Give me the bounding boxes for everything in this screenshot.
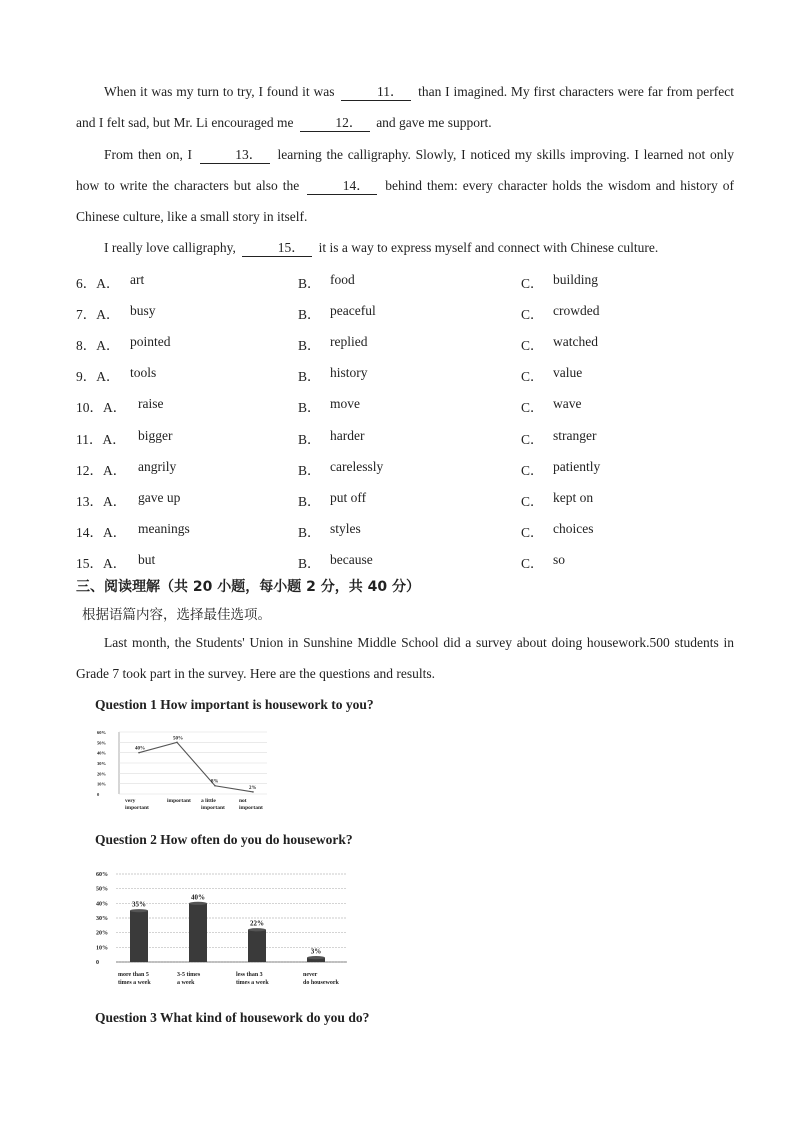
bar: [248, 930, 266, 962]
line-series: [139, 742, 253, 792]
y-tick-label: 0: [97, 792, 100, 797]
bar-top: [307, 956, 325, 959]
option-number: 8．A．: [76, 338, 120, 354]
option-row: [76, 552, 736, 572]
y-tick-label: 60%: [97, 730, 106, 735]
bar: [189, 903, 207, 962]
option-c-label: C．: [521, 400, 544, 416]
frequency-bar-chart: [92, 864, 354, 994]
option-b[interactable]: because: [330, 551, 373, 567]
data-label: 40%: [191, 893, 205, 902]
blank-14[interactable]: 14．: [307, 178, 377, 195]
option-b-label: B．: [298, 431, 321, 447]
option-a[interactable]: but: [138, 551, 156, 567]
y-tick-label: 60%: [96, 872, 108, 878]
x-tick-label: times a week: [236, 980, 269, 986]
y-tick-label: 0: [96, 960, 99, 966]
reading-intro-text: Last month, the Students' Union in Sunshine Middle School did a survey about doing housework.500 students in Grade 7 took part in the survey. Here are the questions and results.: [76, 635, 734, 681]
p3-text-c: it is a way to express myself and connect with Chinese culture.: [318, 240, 659, 255]
option-row: [76, 521, 736, 541]
data-point: [214, 785, 216, 787]
x-tick-label: more than 5: [118, 972, 149, 978]
data-label: 40%: [135, 746, 145, 752]
question-3-title: Question 3 What kind of housework do you do?: [95, 1010, 370, 1025]
option-number: 7．A．: [76, 307, 120, 323]
reading-intro: [76, 627, 734, 689]
importance-line-chart: [95, 724, 275, 816]
section-heading: 三、阅读理解（共 20 小题，每小题 2 分，共 40 分）: [76, 579, 420, 595]
y-tick-label: 20%: [97, 771, 106, 777]
passage-paragraph-2: [76, 139, 734, 232]
option-b-label: B．: [298, 338, 321, 354]
option-b-label: B．: [298, 493, 321, 509]
option-b-label: B．: [298, 555, 321, 571]
option-c[interactable]: kept on: [553, 489, 594, 505]
option-row: [76, 490, 736, 510]
option-a[interactable]: tools: [130, 365, 157, 381]
p3-text-a: I really love calligraphy,: [104, 240, 236, 255]
option-c-label: C．: [521, 338, 544, 354]
passage-paragraph-3: [76, 232, 734, 263]
option-row: [76, 272, 736, 292]
option-c-label: C．: [521, 555, 544, 571]
option-a[interactable]: bigger: [138, 427, 173, 443]
x-tick-label: less than 3: [236, 972, 263, 978]
option-b-label: B．: [298, 462, 321, 478]
option-c[interactable]: choices: [553, 520, 594, 536]
x-tick-label: never: [303, 972, 318, 978]
option-c[interactable]: watched: [553, 334, 598, 350]
option-b[interactable]: harder: [330, 427, 365, 443]
option-a[interactable]: angrily: [138, 458, 177, 474]
option-number: 12．A．: [76, 462, 127, 478]
data-label: 2%: [249, 785, 257, 791]
option-c[interactable]: patiently: [553, 458, 601, 474]
option-b[interactable]: styles: [330, 520, 361, 536]
option-row: [76, 365, 736, 385]
option-b[interactable]: replied: [330, 334, 368, 350]
option-c[interactable]: crowded: [553, 303, 600, 319]
option-row: [76, 428, 736, 448]
option-a[interactable]: art: [130, 272, 145, 287]
option-a[interactable]: meanings: [138, 520, 190, 536]
passage-paragraph-1: [76, 76, 734, 138]
x-tick-label: a little: [201, 798, 216, 804]
option-a[interactable]: pointed: [130, 334, 171, 350]
blank-12[interactable]: 12．: [300, 115, 370, 132]
option-b-label: B．: [298, 369, 321, 385]
p1-text-a: When it was my turn to try, I found it was: [104, 84, 335, 99]
x-tick-label: do housework: [303, 980, 339, 986]
option-a[interactable]: raise: [138, 396, 164, 412]
option-number: 14．A．: [76, 524, 127, 540]
x-tick-label: a week: [177, 980, 195, 986]
data-label: 35%: [132, 900, 146, 909]
y-tick-label: 40%: [97, 750, 106, 756]
option-a[interactable]: busy: [130, 303, 156, 319]
section-instruction: 根据语篇内容，选择最佳选项。: [82, 607, 271, 623]
x-tick-label: times a week: [118, 980, 151, 986]
option-row: [76, 334, 736, 354]
option-number: 15．A．: [76, 555, 127, 571]
y-tick-label: 50%: [97, 740, 106, 746]
x-tick-label: important: [167, 798, 191, 804]
option-c[interactable]: building: [553, 272, 599, 287]
option-b-label: B．: [298, 400, 321, 416]
option-c-label: C．: [521, 369, 544, 385]
y-tick-label: 10%: [96, 945, 108, 952]
question-1-title: Question 1 How important is housework to you?: [95, 697, 374, 712]
option-c-label: C．: [521, 462, 544, 478]
y-tick-label: 50%: [96, 886, 108, 893]
option-c-label: C．: [521, 307, 544, 323]
x-tick-label: important: [239, 805, 263, 811]
bar-top: [248, 928, 266, 931]
option-number: 6．A．: [76, 276, 120, 291]
option-number: 11．A．: [76, 431, 126, 447]
x-tick-label: not: [239, 798, 247, 804]
p1-text-d: and gave me support.: [376, 115, 492, 130]
x-tick-label: important: [125, 805, 149, 811]
p1-text-c: than I imagined. My first characters were far from perfect and I felt sad, but Mr. Li encouraged me: [76, 84, 734, 130]
data-label: 50%: [173, 736, 183, 742]
option-a[interactable]: gave up: [138, 489, 181, 505]
blank-15[interactable]: 15．: [242, 240, 312, 257]
p2-text-c: learning the calligraphy. Slowly, I noticed my skills improving. I learned not only how to write the characters but also the: [76, 147, 735, 193]
option-b-label: B．: [298, 524, 321, 540]
data-point: [252, 791, 254, 793]
data-label: 3%: [310, 947, 322, 956]
option-c[interactable]: stranger: [553, 427, 597, 443]
option-b[interactable]: carelessly: [330, 458, 384, 474]
p2-text-a: From then on, I: [104, 147, 193, 162]
data-label: 8%: [211, 779, 219, 785]
bar: [130, 911, 148, 962]
blank-11[interactable]: 11．: [341, 84, 411, 101]
bar-top: [130, 909, 148, 912]
blank-13[interactable]: 13．: [200, 147, 270, 164]
option-number: 13．A．: [76, 493, 127, 509]
option-b[interactable]: put off: [330, 489, 367, 505]
option-row: [76, 396, 736, 416]
question-2-title: Question 2 How often do you do housework?: [95, 832, 353, 847]
option-number: 10．A．: [76, 400, 127, 416]
option-b-label: B．: [298, 276, 321, 291]
y-tick-label: 40%: [96, 901, 108, 908]
x-tick-label: 3-5 times: [177, 972, 201, 978]
option-c-label: C．: [521, 524, 544, 540]
option-number: 9．A．: [76, 369, 120, 385]
option-b[interactable]: move: [330, 396, 360, 412]
option-b[interactable]: peaceful: [330, 303, 376, 319]
data-label: 22%: [250, 919, 264, 928]
option-c[interactable]: so: [553, 551, 566, 567]
y-tick-label: 20%: [96, 930, 108, 937]
bar-top: [189, 902, 207, 905]
y-tick-label: 10%: [97, 781, 106, 787]
option-row: [76, 303, 736, 323]
y-tick-label: 30%: [96, 916, 108, 922]
option-b[interactable]: food: [330, 272, 355, 287]
option-b-label: B．: [298, 307, 321, 323]
data-point: [138, 752, 140, 754]
option-c-label: C．: [521, 276, 544, 291]
y-tick-label: 30%: [97, 761, 106, 766]
option-c[interactable]: value: [553, 365, 583, 381]
option-b[interactable]: history: [330, 365, 368, 381]
option-c[interactable]: wave: [553, 396, 582, 412]
x-tick-label: important: [201, 805, 225, 811]
x-tick-label: very: [125, 798, 136, 804]
data-point: [176, 742, 178, 744]
option-c-label: C．: [521, 493, 544, 509]
option-c-label: C．: [521, 431, 544, 447]
p2-text-d: behind them: every character holds the wisdom and history of Chinese culture, like a small story in itself.: [76, 178, 734, 224]
option-row: [76, 459, 736, 479]
